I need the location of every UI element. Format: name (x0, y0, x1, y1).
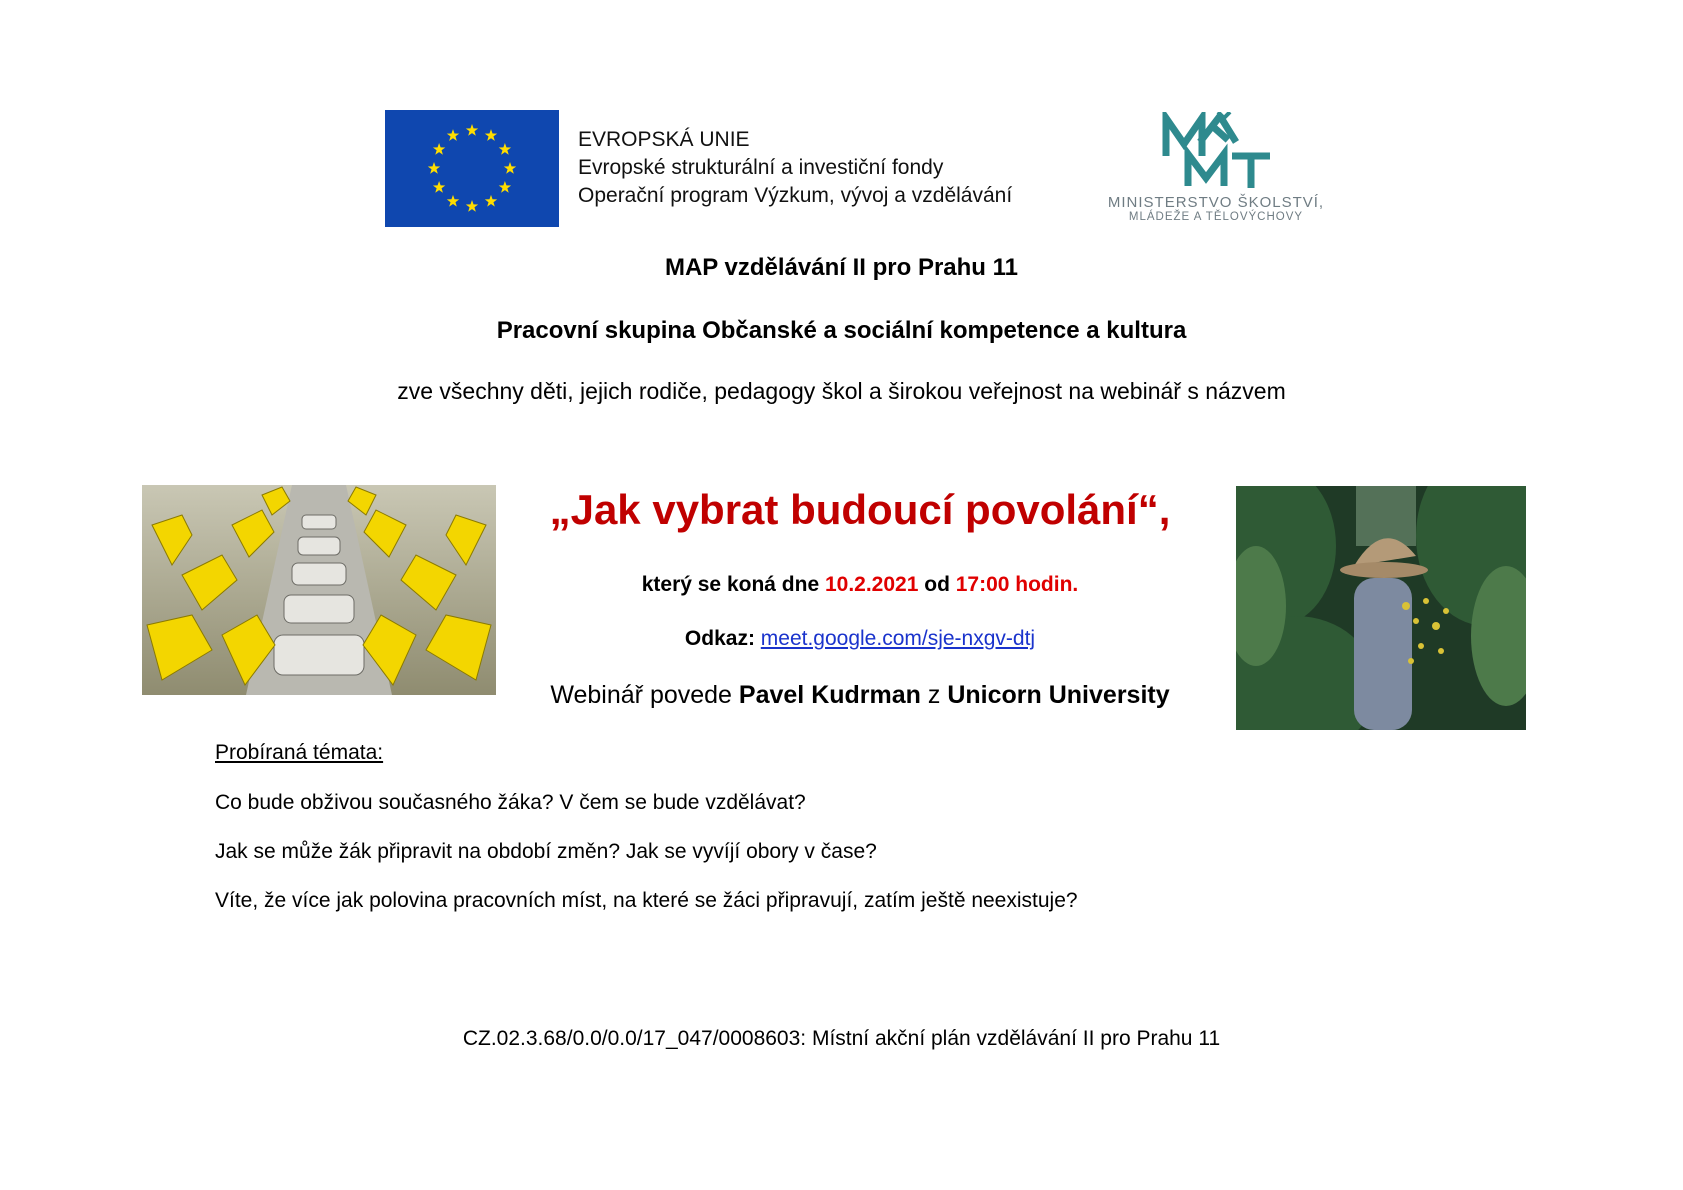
eu-programme: Operační program Výzkum, vývoj a vzdělávání (578, 184, 1013, 207)
msmt-name-line2: MLÁDEŽE A TĚLOVÝCHOVY (1128, 211, 1304, 223)
meeting-link[interactable]: meet.google.com/sje-nxgv-dtj (760, 627, 1036, 650)
msmt-name-line1: MINISTERSTVO ŠKOLSTVÍ, (1107, 194, 1325, 211)
factory-robots-photo (142, 485, 496, 695)
topic-item: Jak se může žák připravit na období změn? Jak se vyvíjí obory v čase? (215, 840, 877, 863)
working-group-title: Pracovní skupina Občanské a sociální kompetence a kultura (496, 317, 1187, 344)
topic-item: Co bude obživou současného žáka? V čem se bude vzdělávat? (215, 791, 806, 814)
eu-text-block (578, 126, 1012, 210)
webinar-time: 17:00 hodin. (955, 573, 1079, 596)
presenter-z: z (920, 681, 948, 709)
date-prefix: který se koná dne (641, 573, 825, 596)
invitation-text: zve všechny děti, jejich rodiče, pedagogy škol a širokou veřejnost na webinář s názvem (397, 378, 1286, 404)
presenter-organization: Unicorn University (947, 681, 1170, 709)
topics-heading: Probíraná témata: (215, 741, 384, 764)
link-line (520, 627, 1200, 651)
eu-stars-icon (385, 110, 559, 227)
eu-funds: Evropské strukturální a investiční fondy (578, 156, 944, 179)
date-line (520, 573, 1200, 597)
msmt-monogram-icon (1158, 112, 1276, 190)
webinar-title: „Jak vybrat budoucí povolání“, (549, 486, 1171, 533)
presenter-line (520, 681, 1200, 710)
page-title: MAP vzdělávání II pro Prahu 11 (664, 254, 1018, 281)
webinar-date: 10.2.2021 (824, 573, 919, 596)
msmt-logo (1100, 112, 1332, 226)
topic-item: Víte, že více jak polovina pracovních míst, na které se žáci připravují, zatím ještě neexistuje? (215, 889, 1078, 912)
presenter-name: Pavel Kudrman (738, 681, 921, 709)
link-label: Odkaz: (684, 627, 755, 650)
girl-in-garden-photo (1236, 486, 1526, 730)
presenter-prefix: Webinář povede (550, 681, 739, 709)
eu-title: EVROPSKÁ UNIE (578, 128, 750, 151)
eu-flag-logo (385, 110, 559, 227)
project-footer: CZ.02.3.68/0.0/0.0/17_047/0008603: Místní akční plán vzdělávání II pro Prahu 11 (462, 1027, 1221, 1050)
date-od: od (918, 573, 956, 596)
